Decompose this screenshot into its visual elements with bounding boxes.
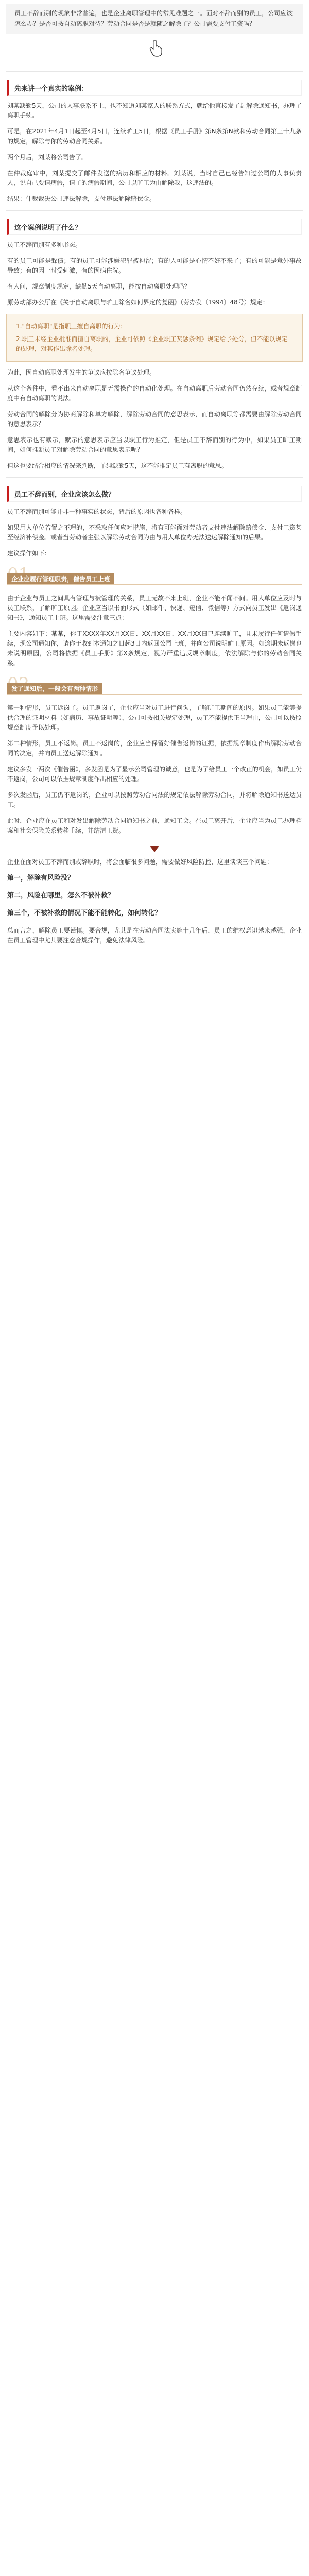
final-closing: 总而言之，解除员工要谨慎。要合规，尤其是在劳动合同法实施十几年后，员工的维权意识越来越强，企业在员工管理中尤其要注意合规操作，避免法律风险。 — [7, 927, 302, 944]
step-2-label: 发了通知后，一般会有两种情形 — [7, 683, 102, 694]
step-2-para-5: 此时，企业应在员工和对发出解除劳动合同通知书之前，通知工会。在员工离开后，企业应当为员工办理档案和社会保险关系转移手续，并结清工资。 — [7, 817, 302, 834]
divider — [6, 210, 303, 211]
arrow-down-icon — [150, 846, 159, 852]
hand-pointer-icon — [149, 39, 163, 57]
quote-line-2: 2.职工未经企业批准而擅自离职的，企业可依照《企业职工奖惩条例》规定给予处分，但不能以规定的处理，对其作出除名处理。 — [16, 335, 288, 352]
sub-para-1: 员工不辞而别可能并非一种事实的状态，背后的原因也各种各样。 — [7, 508, 187, 515]
step-1-header — [7, 566, 302, 583]
step-2-rule — [7, 694, 302, 695]
step-2-para-4: 多次发函后，员工仍不返岗的，企业可以按照劳动合同法的规定依法解除劳动合同，并将解除通知书送达员工。 — [7, 791, 302, 808]
divider — [6, 71, 303, 72]
case-para-4: 在仲裁庭审中，刘某提交了邮件发送的病历和相应的材料。刘某说，当时自己已经告知过公司的人事负责人，说自己要请病假，请了的病假期间，公司以旷工为由解除我，这违法的。 — [7, 170, 302, 187]
regulation-quote — [6, 314, 303, 362]
analysis-para-1: 员工不辞而别有多种形态。 — [7, 241, 82, 248]
pointer-area — [0, 34, 309, 65]
step-2-para-2: 第二种情形，员工不返岗。员工不返岗的，企业应当保留好催告返岗的证据，依据规章制度作出解除劳动合同的决定，并向员工送达解除通知。 — [7, 740, 302, 757]
final-item-1: 第一，解除有风险没？ — [7, 874, 75, 882]
sub-para-3: 建议操作如下： — [7, 550, 51, 557]
step-1-rule — [7, 584, 302, 585]
step-2-para-1: 第一种情形，员工返岗了。员工返岗了，企业应当对员工进行问询，了解旷工期间的原因。如果员工能够提供合理的证明材料（如病历、事故证明等），公司可按相关规定处理，员工不能提供正当理由，公司可以按照规章制度予以处理。 — [7, 704, 302, 731]
analysis-para-3: 有人问，规章制度规定，缺勤5天自动离职，能按自动离职处理吗？ — [7, 283, 191, 290]
step-1-para-2: 主要内容如下：某某，你于XXXX年XX月XX日、XX月XX日、XX月XX日已连续旷工，且未履行任何请假手续，现公司通知你，请你于收到本通知之日起3日内返回公司上班，并向公司说明旷工原因。如逾期未返岗也未说明原因，公司将依据《员工手册》第X条规定，视为严重违反规章制度，依法解除与你的劳动合同关系。 — [7, 630, 302, 667]
after-quote-para-3: 劳动合同的解除分为协商解除和单方解除，解除劳动合同的意思表示，而自动离职等都需要由解除劳动合同的意思表示？ — [7, 411, 302, 428]
final-item-3: 第三个，不被补救的情况下能不能转化，如何转化？ — [7, 909, 162, 917]
after-quote-para-4: 意思表示也有默示，默示的意思表示应当以职工行为推定，但是员工不辞而别的行为中，如果员工旷工期间，如何推断员工对解除劳动合同的意思表示呢？ — [7, 436, 302, 453]
case-heading: 先来讲一个真实的案例： — [7, 80, 302, 96]
after-quote-para-2: 从这个条件中，看不出来自动离职是无需操作的自动化处理。在自动离职后劳动合同仍然存续，或者规章制度中有自动离职的说法。 — [7, 385, 302, 402]
step-1-label: 企业应履行管理职责，催告员工上班 — [7, 573, 114, 585]
step-2-header — [7, 675, 302, 693]
quote-line-1: 1."自动离职"是指职工擅自离职的行为； — [16, 323, 127, 330]
case-para-1: 刘某缺勤5天，公司的人事联系不上，也不知道刘某家人的联系方式，就给他直接发了封解除通知书，办理了离职手续。 — [7, 102, 302, 119]
article-page — [0, 0, 309, 962]
intro-text: 员工不辞而别的现象非常普遍，也是企业离职管理中的常见难题之一。面对不辞而别的员工，公司应该怎么办？是否可按自动离职对待？劳动合同是否是就随之解除了？公司需要支付工资吗？ — [14, 10, 293, 27]
analysis-para-4: 原劳动部办公厅在《关于自动离职与旷工除名如何界定的复函》（劳办发〔1994〕48号）规定： — [7, 299, 269, 306]
after-quote-para-5: 但这也要结合相应的情况来判断，单纯缺勤5天，这不能推定员工有离职的意思。 — [7, 462, 228, 469]
case-para-2: 可是，在2021年4月1日起至4月5日，连续旷工5日，根据《员工手册》第N条第N款和劳动合同第三十九条的规定，解除与你的劳动合同关系。 — [7, 128, 302, 145]
final-item-2: 第二，风险在哪里，怎么不被补救？ — [7, 892, 115, 900]
after-quote-para-1: 为此，因自动离职处理发生的争议应按除名争议处理。 — [7, 369, 156, 376]
analysis-heading: 这个案例说明了什么？ — [7, 219, 302, 235]
intro-box — [6, 4, 303, 34]
spacer — [0, 952, 309, 962]
final-lead: 企业在面对员工不辞而别或辞职时，将会面临很多问题，需要做好风险防控，这里谈谈三个问题： — [7, 858, 273, 866]
case-para-5: 结果：仲裁裁决公司违法解除，支付违法解除赔偿金。 — [7, 195, 156, 202]
divider — [6, 477, 303, 478]
step-2-para-3: 建议多发一两次《催告函》，多发函是为了显示公司管理的诚意，也是为了给员工一个改正的机会，如员工仍不返岗，公司可以依据规章制度作出相应的处理。 — [7, 766, 302, 783]
sub-para-2: 如果用人单位若置之不理的，不采取任何应对措施，将有可能面对劳动者支付违法解除赔偿金、支付工资甚至经济补偿金。或者当劳动者主张以解除劳动合同为由与用人单位办无法送达解除通知的后果。 — [7, 524, 302, 541]
step-1-para-1: 由于企业与员工之间具有管理与被管理的关系，员工无故不来上班，企业不能不闻不问。用人单位应及时与员工联系，了解旷工原因。企业应当以书面形式（如邮件、快递、短信、微信等）方式向员工发出《返岗通知书》，通知员工上班。这里需要注意三点： — [7, 595, 302, 621]
analysis-para-2: 有的员工可能是躲债；有的员工可能涉嫌犯罪被拘留；有的人可能是心情不好不来了；有的可能是意外事故导致；有的因一时受刺激，有的因病住院。 — [7, 257, 302, 274]
case-para-3: 两个月后，刘某将公司告了。 — [7, 154, 88, 161]
subheading: 员工不辞而别，企业应该怎么做？ — [7, 486, 302, 502]
